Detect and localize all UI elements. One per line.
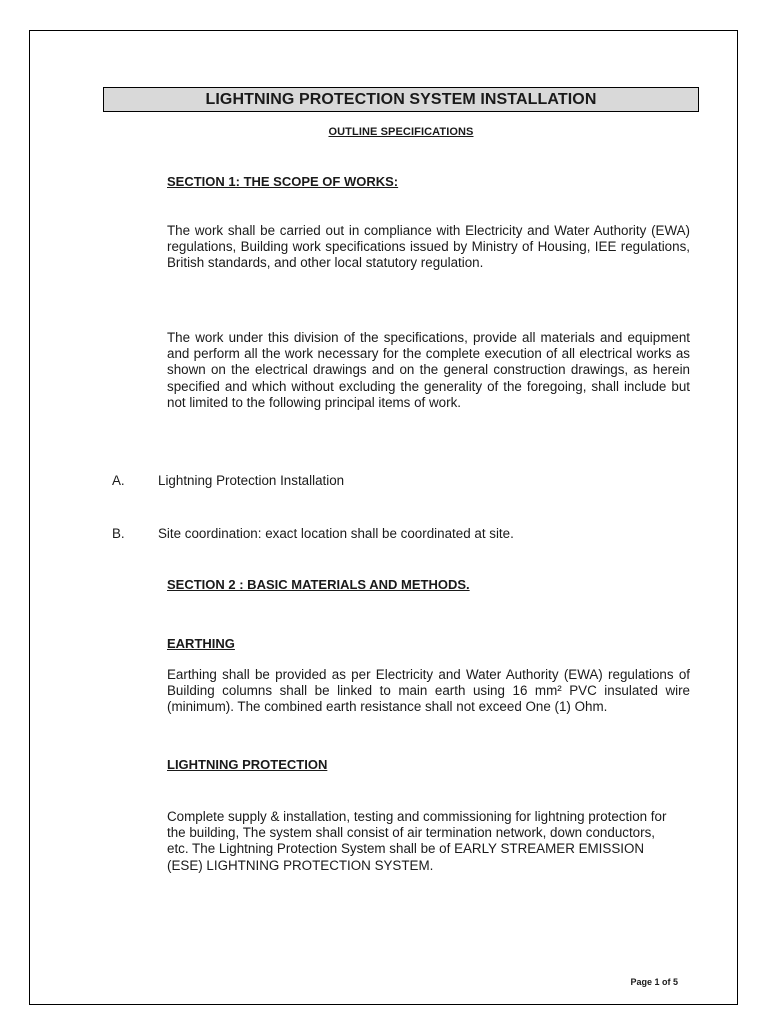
list-item-b-letter: B.	[112, 526, 125, 541]
earthing-paragraph: Earthing shall be provided as per Electricity and Water Authority (EWA) regulations of Building columns shall be linked to main earth using 16 mm² PVC insulated wire (minimum). The combined earth resistance shall not exceed One (1) Ohm.	[167, 667, 690, 715]
section2-heading: SECTION 2 : BASIC MATERIALS AND METHODS.	[167, 577, 470, 592]
document-title: LIGHTNING PROTECTION SYSTEM INSTALLATION	[103, 87, 699, 112]
list-item-a-text: Lightning Protection Installation	[158, 473, 345, 488]
list-item-a-letter: A.	[112, 473, 125, 488]
lightning-protection-heading: LIGHTNING PROTECTION	[167, 757, 328, 772]
section1-paragraph-2: The work under this division of the specifications, provide all materials and equipment and perform all the work necessary for the complete execution of all electrical works as shown on the electrical drawings and on the general construction drawings, as herein specified and which without excluding the generality of the foregoing, shall include but not limited to the following principal items of work.	[167, 330, 690, 410]
list-item-b-text: Site coordination: exact location shall be coordinated at site.	[158, 526, 514, 541]
section1-paragraph-1: The work shall be carried out in compliance with Electricity and Water Authority (EWA) regulations, Building work specifications issued by Ministry of Housing, IEE regulations, British standards, and other local statutory regulation.	[167, 223, 690, 271]
document-subtitle: OUTLINE SPECIFICATIONS	[328, 126, 474, 138]
lightning-protection-paragraph: Complete supply & installation, testing and commissioning for lightning protection for the building, The system shall consist of air termination network, down conductors, etc. The Lightning Protection System shall be of EARLY STREAMER EMISSION (ESE) LIGHTNING PROTECTION SYSTEM.	[167, 809, 667, 873]
section1-heading: SECTION 1: THE SCOPE OF WORKS:	[167, 174, 399, 189]
earthing-heading: EARTHING	[167, 636, 235, 651]
page-number: Page 1 of 5	[630, 977, 678, 987]
